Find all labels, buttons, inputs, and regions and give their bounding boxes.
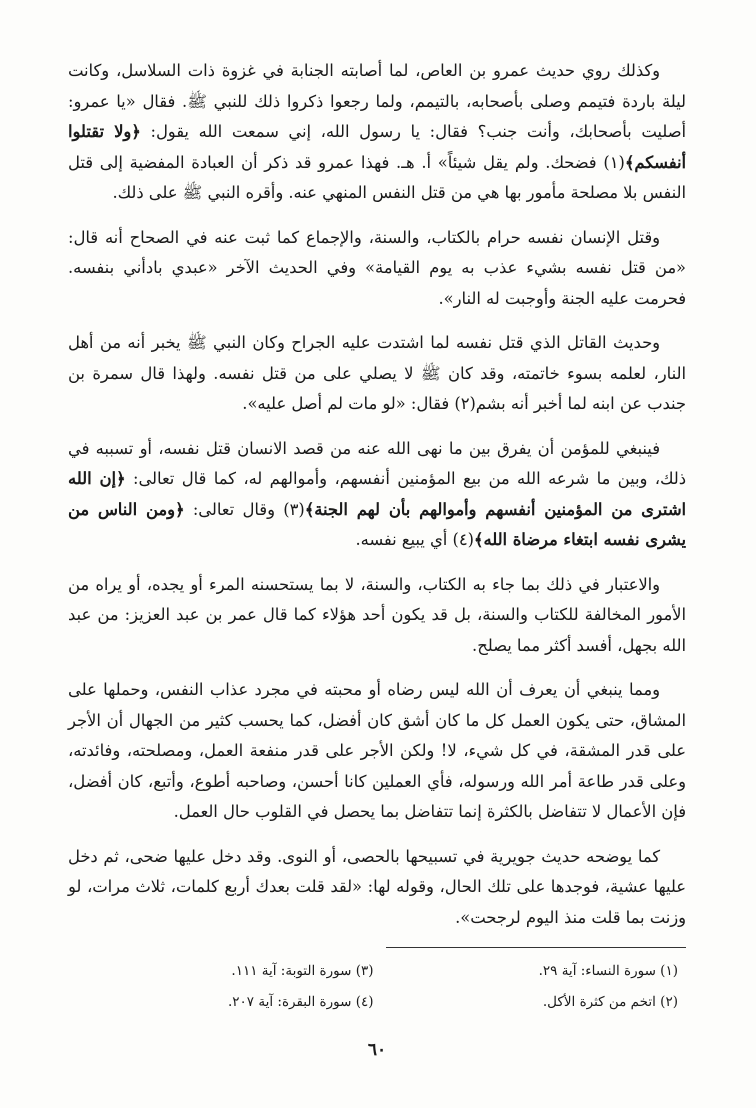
text-run: فينبغي للمؤمن أن يفرق بين ما نهى الله عنه من قصد الانسان قتل نفسه، أو تسببه في ذلك، وبين ما شرعه الله من بيع المؤمنين أنفسهم، وأموالهم له، كما قال تعالى: — [68, 438, 686, 488]
paragraph-4 — [68, 434, 686, 556]
text-run: والاعتبار في ذلك بما جاء به الكتاب، والسنة، لا بما يستحسنه المرء أو يجده، أو يراه من الأمور المخالفة للكتاب والسنة، بل قد يكون أحد هؤلاء كما قال عمر بن عبد العزيز: من عبد الله بجهل، أفسد أكثر مما يصلح. — [68, 574, 686, 655]
footnote-1: (١) سورة النساء: آية ٢٩. — [538, 963, 678, 979]
footnote-column-right — [539, 956, 678, 1018]
quran-quote: ﴿إن الله اشترى من المؤمنين أنفسهم وأموالهم بأن لهم الجنة﴾ — [68, 469, 686, 519]
footnote-3: (٣) سورة التوبة: آية ١١١. — [231, 963, 374, 979]
footnote-4: (٤) سورة البقرة: آية ٢٠٧. — [228, 994, 374, 1010]
paragraph-7 — [68, 842, 686, 934]
paragraph-3 — [68, 328, 686, 420]
body-text — [68, 56, 686, 933]
footnote-separator — [386, 947, 686, 948]
footnote-2: (٢) اتخم من كثرة الأكل. — [542, 994, 678, 1010]
paragraph-6 — [68, 675, 686, 828]
text-run: وحديث القاتل الذي قتل نفسه لما اشتدت عليه الجراح وكان النبي ﷺ يخبر أنه من أهل النار، لعلمه بسوء خاتمته، وقد كان ﷺ لا يصلي على من قتل نفسه. ولهذا قال سمرة بن جندب عن ابنه لما أخبر أنه بشم(٢) فقال: «لو مات لم أصل عليه». — [68, 333, 686, 413]
text-run: وكذلك روي حديث عمرو بن العاص، لما أصابته الجنابة في غزوة ذات السلاسل، وكانت ليلة باردة فتيمم وصلى بأصحابه، بالتيمم، ولما رجعوا ذكروا ذلك للنبي ﷺ. فقال «يا عمرو: أصليت بأصحابك، وأنت جنب؟ فقال: يا رسول الله، إني سمعت الله يقول: — [68, 61, 686, 141]
text-run: كما يوضحه حديث جويرية في تسبيحها بالحصى، أو النوى. وقد دخل عليها ضحى، ثم دخل عليها عشية، فوجدها على تلك الحال، وقوله لها: «لقد قلت بعدك أربع كلمات، ثلاث مرات، لو وزنت بما قلت منذ اليوم لرجحت». — [68, 846, 686, 927]
footnotes — [68, 956, 686, 1018]
paragraph-1 — [68, 56, 686, 209]
page-number: ٦٠ — [367, 1040, 387, 1060]
text-run: (٣) وقال تعالى: — [184, 499, 305, 519]
text-run: (١) فضحك. ولم يقل شيئاً» أ. هـ. فهذا عمرو قد ذكر أن العبادة المفضية إلى قتل النفس بلا مصلحة مأمور بها هي من قتل النفس المنهي عنه. وأقره النبي ﷺ على ذلك. — [68, 152, 686, 202]
paragraph-2 — [68, 223, 686, 315]
quran-quote: ﴿ولا تقتلوا أنفسكم﴾ — [68, 122, 686, 172]
quran-quote: ﴿ومن الناس من يشرى نفسه ابتغاء مرضاة الله﴾ — [68, 499, 686, 549]
text-run: وقتل الإنسان نفسه حرام بالكتاب، والسنة، والإجماع كما ثبت عنه في الصحاح أنه قال: «من قتل نفسه بشيء عذب به يوم القيامة» وفي الحديث الآخر «عبدي بادأني بنفسه. فحرمت عليه الجنة وأوجبت له النار». — [68, 227, 686, 308]
footnote-column-left — [228, 956, 374, 1018]
text-run: ومما ينبغي أن يعرف أن الله ليس رضاه أو محبته في مجرد عذاب النفس، وحملها على المشاق، حتى يكون العمل كل ما كان أشق كان أفضل، كما يحسب كثير من الجهال أن الأجر على قدر المشقة، في كل شيء، لا! ولكن الأجر على قدر منفعة العمل، ومصلحته، وفائدته، وعلى قدر طاعة أمر الله ورسوله، فأي العملين كانا أحسن، وصاحبه أطوع، وأتبع، كان أفضل، فإن الأعمال لا تتفاضل بالكثرة إنما تتفاضل بما يحصل في القلوب حال العمل. — [68, 680, 686, 821]
paragraph-5 — [68, 570, 686, 662]
text-run: (٤) أي يبيع نفسه. — [355, 530, 474, 549]
